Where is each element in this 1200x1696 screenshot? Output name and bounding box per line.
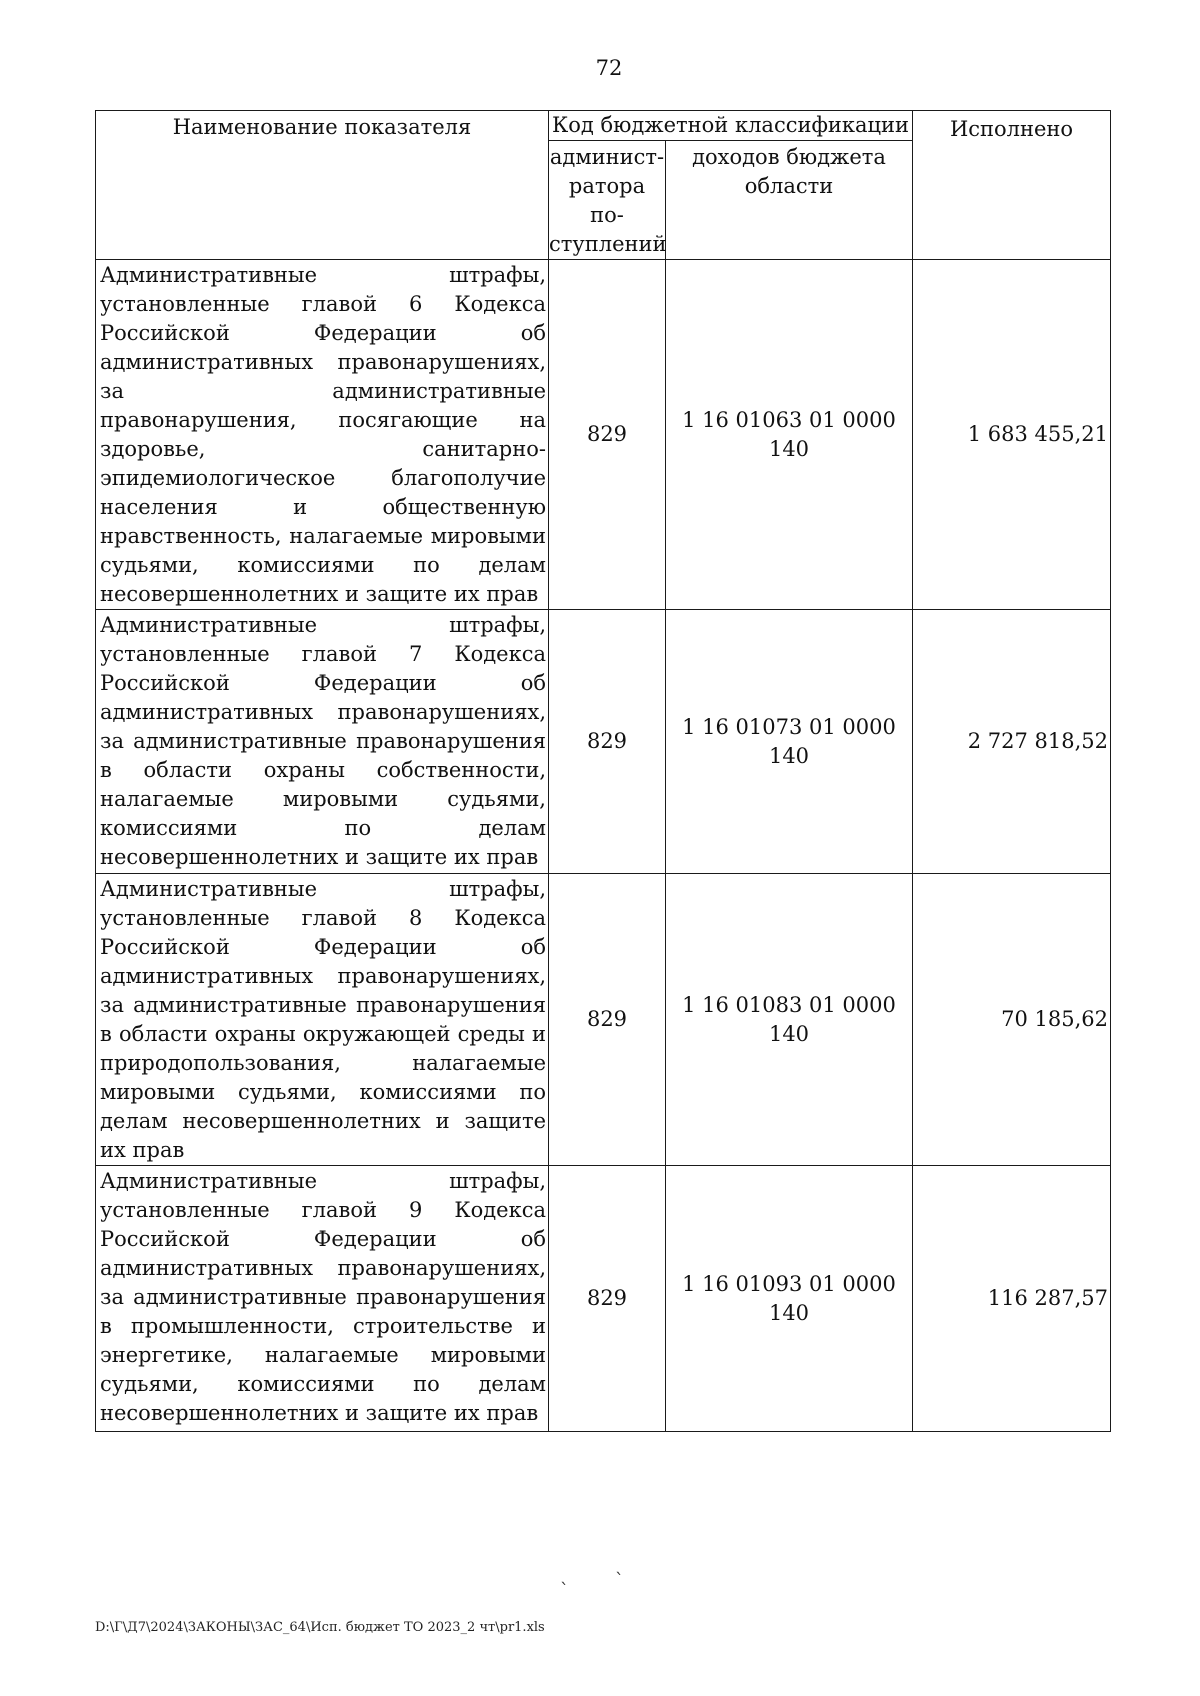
row-revenue-code: 1 16 01073 01 0000 140 <box>666 610 913 874</box>
scan-mark-right: ` <box>615 1570 624 1591</box>
header-admin-code: админист-ратора по-ступлений <box>549 141 666 260</box>
row-description: Административные штрафы, установленные главой 6 Кодекса Российской Федерации об административных правонарушениях, за административные правонарушения, посягающие на здоровье, санитарно-эпидемиологическое благополучие населения и общественную нравственность, налагаемые мировыми судьями, комиссиями по делам несовершеннолетних и защите их прав <box>96 260 549 610</box>
row-admin-code: 829 <box>549 610 666 874</box>
header-indicator-name: Наименование показателя <box>96 111 549 260</box>
row-description: Административные штрафы, установленные главой 7 Кодекса Российской Федерации об административных правонарушениях, за административные правонарушения в области охраны собственности, налагаемые мировыми судьями, комиссиями по делам несовершеннолетних и защите их прав <box>96 610 549 874</box>
header-revenue-code: доходов бюджета области <box>666 141 913 260</box>
row-description: Административные штрафы, установленные главой 9 Кодекса Российской Федерации об административных правонарушениях, за административные правонарушения в промышленности, строительстве и энергетике, налагаемые мировыми судьями, комиссиями по делам несовершеннолетних и защите их прав <box>96 1166 549 1432</box>
table-row <box>96 610 1111 874</box>
header-budget-code-group: Код бюджетной классификации <box>549 111 913 141</box>
row-revenue-code: 1 16 01093 01 0000 140 <box>666 1166 913 1432</box>
page-number: 72 <box>595 56 623 80</box>
scan-mark-left: ` <box>560 1580 569 1601</box>
budget-revenue-table <box>95 110 1111 1432</box>
row-amount: 70 185,62 <box>913 874 1111 1166</box>
table-row <box>96 260 1111 610</box>
row-description: Административные штрафы, установленные главой 8 Кодекса Российской Федерации об административных правонарушениях, за административные правонарушения в области охраны окружающей среды и природопользования, налагаемые мировыми судьями, комиссиями по делам несовершеннолетних и защите их прав <box>96 874 549 1166</box>
row-revenue-code: 1 16 01083 01 0000 140 <box>666 874 913 1166</box>
row-amount: 2 727 818,52 <box>913 610 1111 874</box>
table-row <box>96 1166 1111 1432</box>
header-executed: Исполнено <box>913 111 1111 260</box>
row-admin-code: 829 <box>549 1166 666 1432</box>
row-revenue-code: 1 16 01063 01 0000 140 <box>666 260 913 610</box>
table-header-row <box>96 111 1111 141</box>
table-row <box>96 874 1111 1166</box>
row-amount: 116 287,57 <box>913 1166 1111 1432</box>
footer-file-path: D:\Г\Д7\2024\ЗАКОНЫ\ЗАС_64\Исп. бюджет ТО 2023_2 чт\pr1.xls <box>95 1620 545 1635</box>
row-admin-code: 829 <box>549 874 666 1166</box>
row-admin-code: 829 <box>549 260 666 610</box>
row-amount: 1 683 455,21 <box>913 260 1111 610</box>
